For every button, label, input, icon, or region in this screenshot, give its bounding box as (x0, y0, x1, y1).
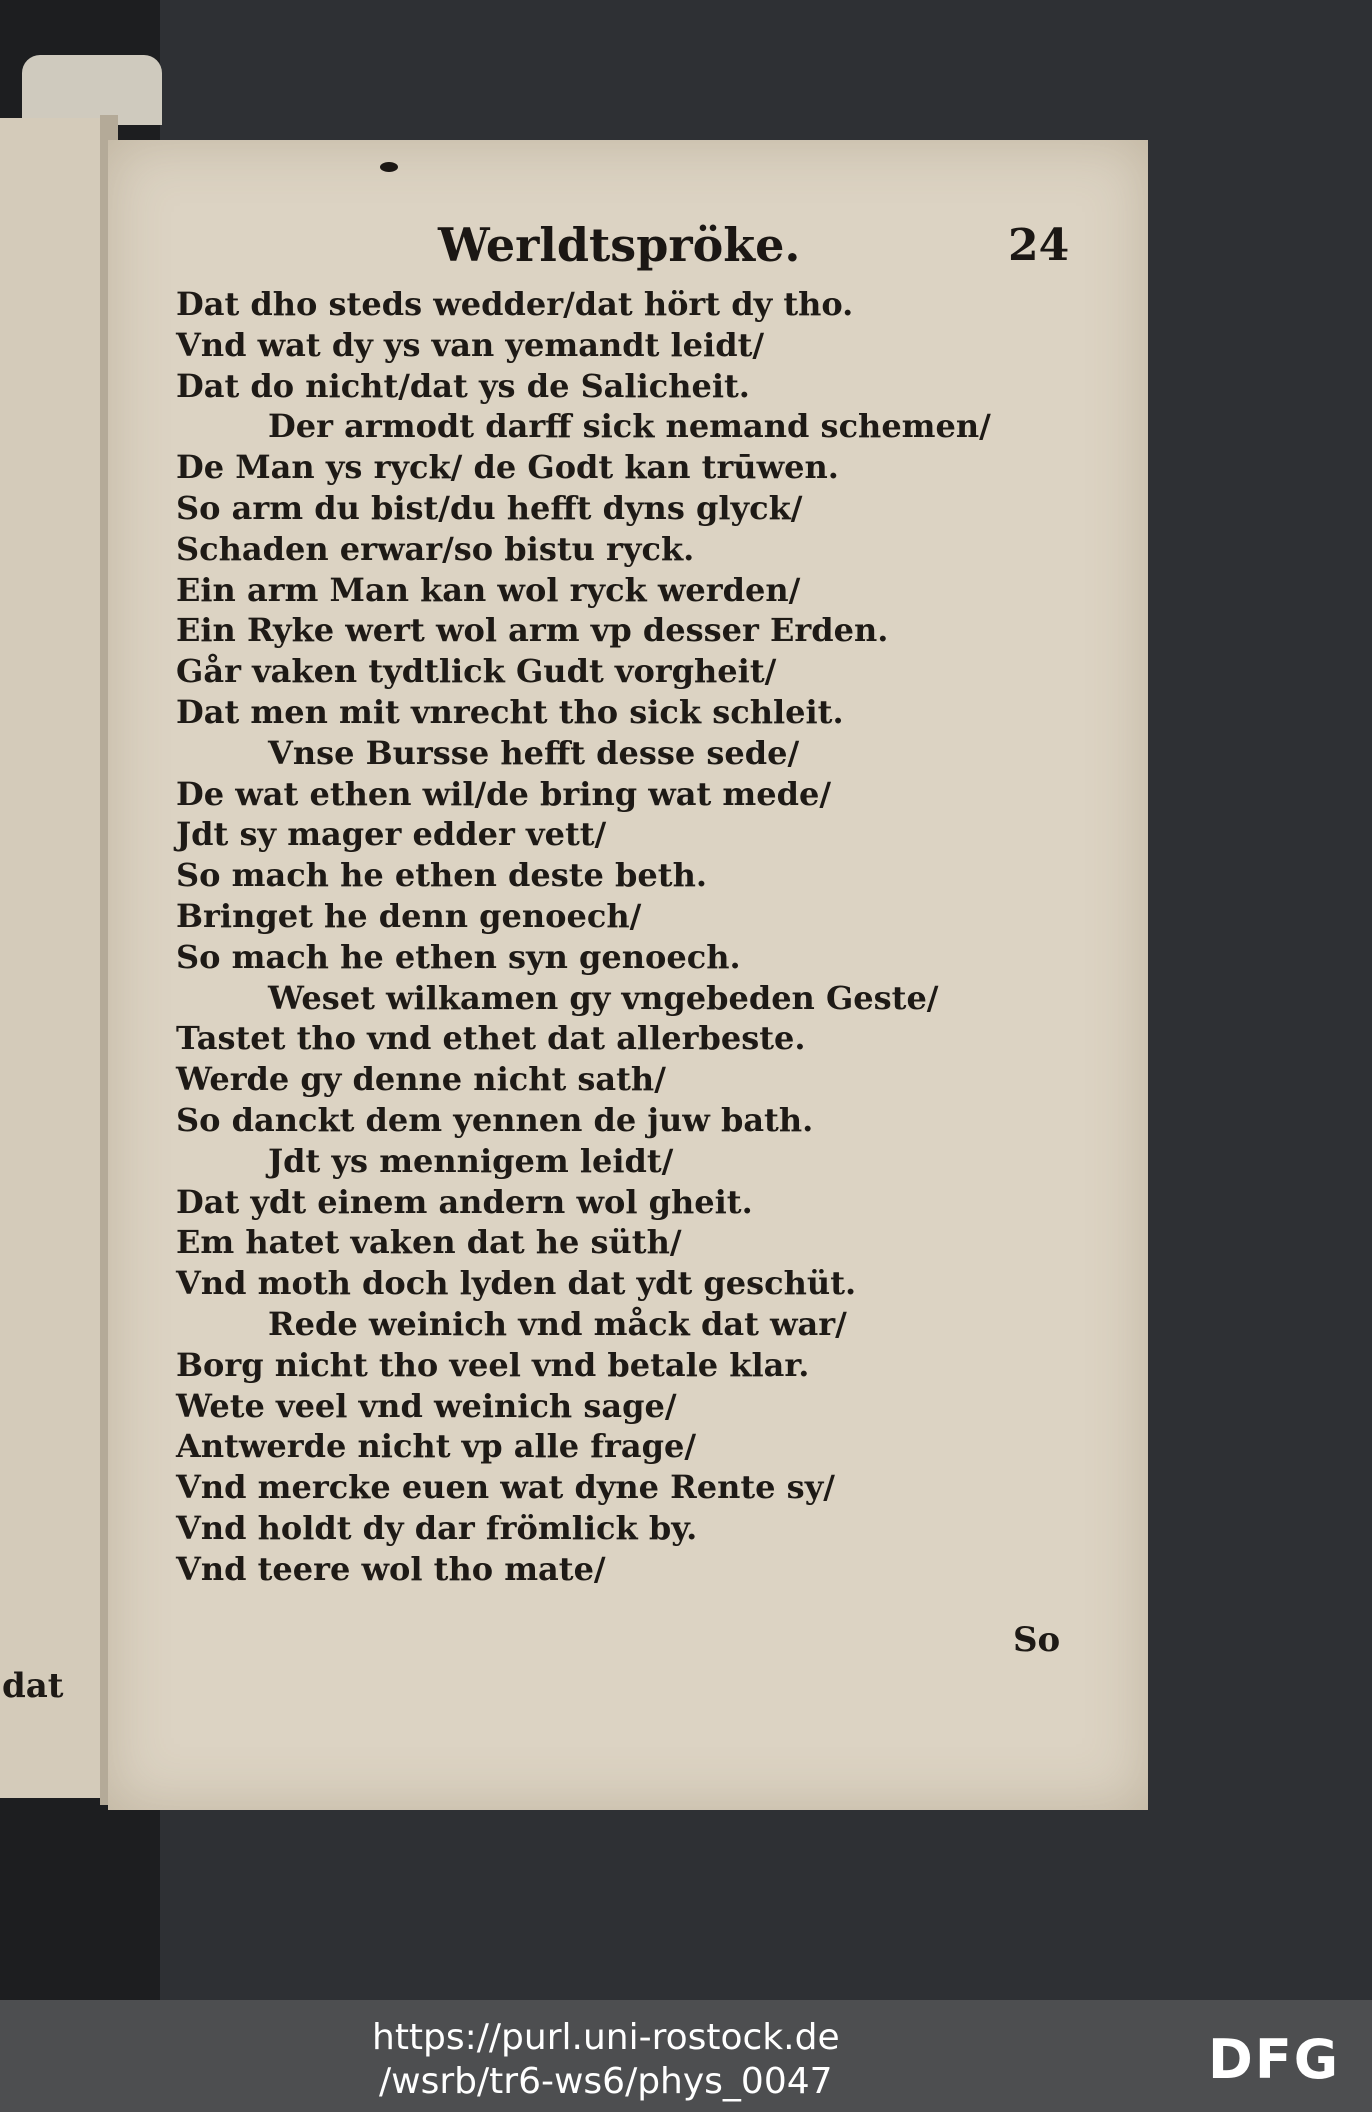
running-head: Werldtspröke. (438, 218, 801, 272)
text-line: Vnd teere wol tho mate/ (176, 1549, 606, 1588)
text-line: Jdt sy mager edder vett/ (176, 815, 607, 854)
text-line: So mach he ethen deste beth. (176, 856, 707, 895)
catchword: So (1013, 1620, 1061, 1660)
text-line: Werde gy denne nicht sath/ (176, 1060, 666, 1099)
text-line: Går vaken tydtlick Gudt vorgheit/ (176, 652, 777, 691)
text-line: Wete veel vnd weinich sage/ (176, 1386, 677, 1425)
text-line: Borg nicht tho veel vnd betale klar. (176, 1345, 810, 1384)
text-line: Weset wilkamen gy vngebeden Geste/ (268, 978, 939, 1017)
text-line: Ein Ryke wert wol arm vp desser Erden. (176, 611, 889, 650)
text-line: So mach he ethen syn genoech. (176, 937, 741, 976)
text-line: Dat dho steds wedder/dat hört dy tho. (176, 285, 854, 323)
text-line: Antwerde nicht vp alle frage/ (176, 1427, 697, 1466)
text-line: So arm du bist/du hefft dyns glyck/ (176, 488, 803, 527)
previous-catchword: dat (2, 1666, 64, 1706)
previous-page-edge (0, 118, 108, 1798)
text-line: Vnd holdt dy dar frömlick by. (176, 1508, 698, 1547)
permalink-line-1: https://purl.uni-rostock.de (372, 2017, 840, 2058)
text-line: Em hatet vaken dat he süth/ (176, 1223, 682, 1262)
text-line: Ein arm Man kan wol ryck werden/ (176, 570, 801, 609)
text-line: Tastet tho vnd ethet dat allerbeste. (176, 1019, 806, 1058)
text-line: Jdt ys mennigem leidt/ (268, 1141, 674, 1180)
ink-mark (380, 162, 398, 172)
page-number: 24 (1008, 220, 1070, 271)
text-line: Rede weinich vnd måck dat war/ (268, 1304, 847, 1343)
text-line: Bringet he denn genoech/ (176, 896, 642, 935)
permalink[interactable] (372, 2016, 840, 2104)
text-line: Vnd moth doch lyden dat ydt geschüt. (176, 1264, 857, 1303)
verse-text (176, 284, 1076, 1590)
text-line: Dat do nicht/dat ys de Salicheit. (176, 366, 750, 405)
text-line: Dat men mit vnrecht tho sick schleit. (176, 692, 844, 731)
text-line: Vnd wat dy ys van yemandt leidt/ (176, 325, 765, 364)
text-line: Vnse Bursse hefft desse sede/ (268, 733, 800, 772)
text-line: So danckt dem yennen de juw bath. (176, 1100, 814, 1139)
viewer-footer (0, 2000, 1372, 2112)
text-line: Der armodt darff sick nemand schemen/ (268, 407, 991, 446)
text-line: Vnd mercke euen wat dyne Rente sy/ (176, 1468, 835, 1507)
text-line: De Man ys ryck/ de Godt kan trūwen. (176, 448, 839, 487)
text-line: De wat ethen wil/de bring wat mede/ (176, 774, 832, 813)
text-line: Schaden erwar/so bistu ryck. (176, 529, 695, 568)
book-page (108, 140, 1148, 1810)
permalink-line-2: /wsrb/tr6-ws6/phys_0047 (379, 2061, 833, 2102)
dfg-logo: DFG (1208, 2028, 1341, 2091)
text-line: Dat ydt einem andern wol gheit. (176, 1182, 753, 1221)
book-spine (22, 55, 162, 125)
